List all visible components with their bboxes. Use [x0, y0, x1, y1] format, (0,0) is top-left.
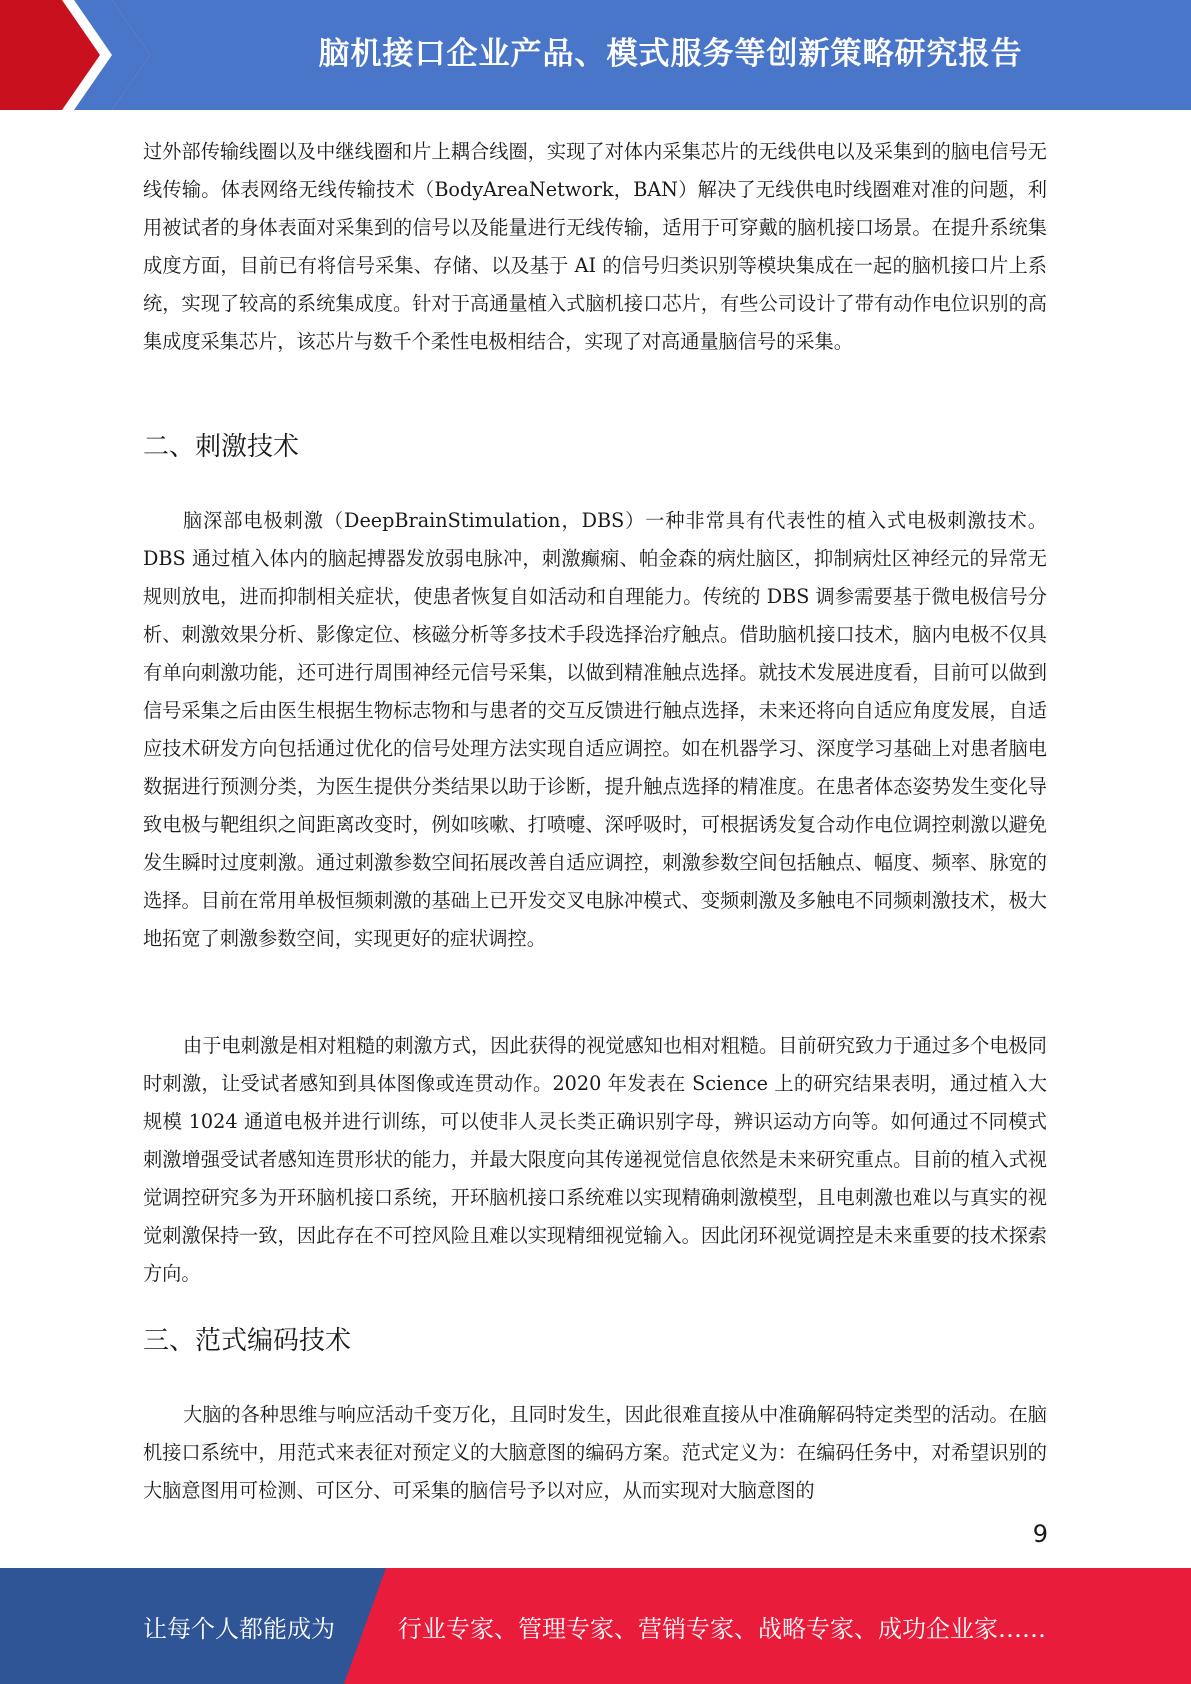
paragraph-paradigm-encoding: 大脑的各种思维与响应活动千变万化，且同时发生，因此很难直接从中准确解码特定类型的活动。在脑机接口系统中，用范式来表征对预定义的大脑意图的编码方案。范式定义为：在编码任务中，对希望识别的大脑意图用可检测、可区分、可采集的脑信号予以对应，从而实现对大脑意图的 [143, 1403, 1047, 1502]
section-stimulation-body [143, 502, 1047, 958]
footer-band [0, 1568, 1191, 1684]
paragraph-wireless-transmission: 过外部传输线圈以及中继线圈和片上耦合线圈，实现了对体内采集芯片的无线供电以及采集到的脑电信号无线传输。体表网络无线传输技术（BodyAreaNetwork，BAN）解决了无线供电时线圈难对准的问题，利用被试者的身体表面对采集到的信号以及能量进行无线传输，适用于可穿戴的脑机接口场景。在提升系统集成度方面，目前已有将信号采集、存储、以及基于 AI 的信号归类识别等模块集成在一起的脑机接口片上系统，实现了较高的系统集成度。针对于高通量植入式脑机接口芯片，有些公司设计了带有动作电位识别的高集成度采集芯片，该芯片与数千个柔性电极相结合，实现了对高通量脑信号的采集。 [143, 140, 1047, 353]
paragraph-visual-stimulation: 由于电刺激是相对粗糙的刺激方式，因此获得的视觉感知也相对粗糙。目前研究致力于通过多个电极同时刺激，让受试者感知到具体图像或连贯动作。2020 年发表在 Science 上的研究结果表明，通过植入大规模 1024 通道电极并进行训练，可以使非人灵长类正确识别字母，辨识运动方向等。如何通过不同模式刺激增强受试者感知连贯形状的能力，并最大限度向其传递视觉信息依然是未来研究重点。目前的植入式视觉调控研究多为开环脑机接口系统，开环脑机接口系统难以实现精确刺激模型，且电刺激也难以与真实的视觉刺激保持一致，因此存在不可控风险且难以实现精细视觉输入。因此闭环视觉调控是未来重要的技术探索方向。 [143, 1034, 1047, 1285]
section-heading-encoding [143, 1321, 1047, 1361]
section-encoding-body [143, 1396, 1047, 1510]
footer-slogan-right: 行业专家、管理专家、营销专家、战略专家、成功企业家…… [398, 1614, 1046, 1643]
paragraph-dbs: 脑深部电极刺激（DeepBrainStimulation，DBS）一种非常具有代表性的植入式电极刺激技术。DBS 通过植入体内的脑起搏器发放弱电脉冲，刺激癫痫、帕金森的病灶脑区，抑制病灶区神经元的异常无规则放电，进而抑制相关症状，使患者恢复自如活动和自理能力。传统的 DBS 调参需要基于微电极信号分析、刺激效果分析、影像定位、核磁分析等多技术手段选择治疗触点。借助脑机接口技术，脑内电极不仅具有单向刺激功能，还可进行周围神经元信号采集，以做到精准触点选择。就技术发展进度看，目前可以做到信号采集之后由医生根据生物标志物和与患者的交互反馈进行触点选择，未来还将向自适应角度发展，自适应技术研发方向包括通过优化的信号处理方法实现自适应调控。如在机器学习、深度学习基础上对患者脑电数据进行预测分类，为医生提供分类结果以助于诊断，提升触点选择的精准度。在患者体态姿势发生变化导致电极与靶组织之间距离改变时，例如咳嗽、打喷嚏、深呼吸时，可根据诱发复合动作电位调控刺激以避免发生瞬时过度刺激。通过刺激参数空间拓展改善自适应调控，刺激参数空间包括触点、幅度、频率、脉宽的选择。目前在常用单极恒频刺激的基础上已开发交叉电脉冲模式、变频刺激及多触电不同频刺激技术，极大地拓宽了刺激参数空间，实现更好的症状调控。 [143, 509, 1047, 950]
report-title: 脑机接口企业产品、模式服务等创新策略研究报告 [318, 35, 1023, 72]
section-heading: 三、范式编码技术 [143, 1326, 352, 1356]
page-number: 9 [1032, 1520, 1048, 1548]
section-heading: 二、刺激技术 [143, 432, 300, 462]
section-heading-stimulation [143, 427, 1047, 467]
header-arrow-decoration [0, 0, 150, 110]
header-band [0, 0, 1191, 110]
section-visual-body [143, 1027, 1047, 1293]
footer-slogan-left: 让每个人都能成为 [143, 1614, 335, 1643]
body-content [143, 133, 1047, 361]
